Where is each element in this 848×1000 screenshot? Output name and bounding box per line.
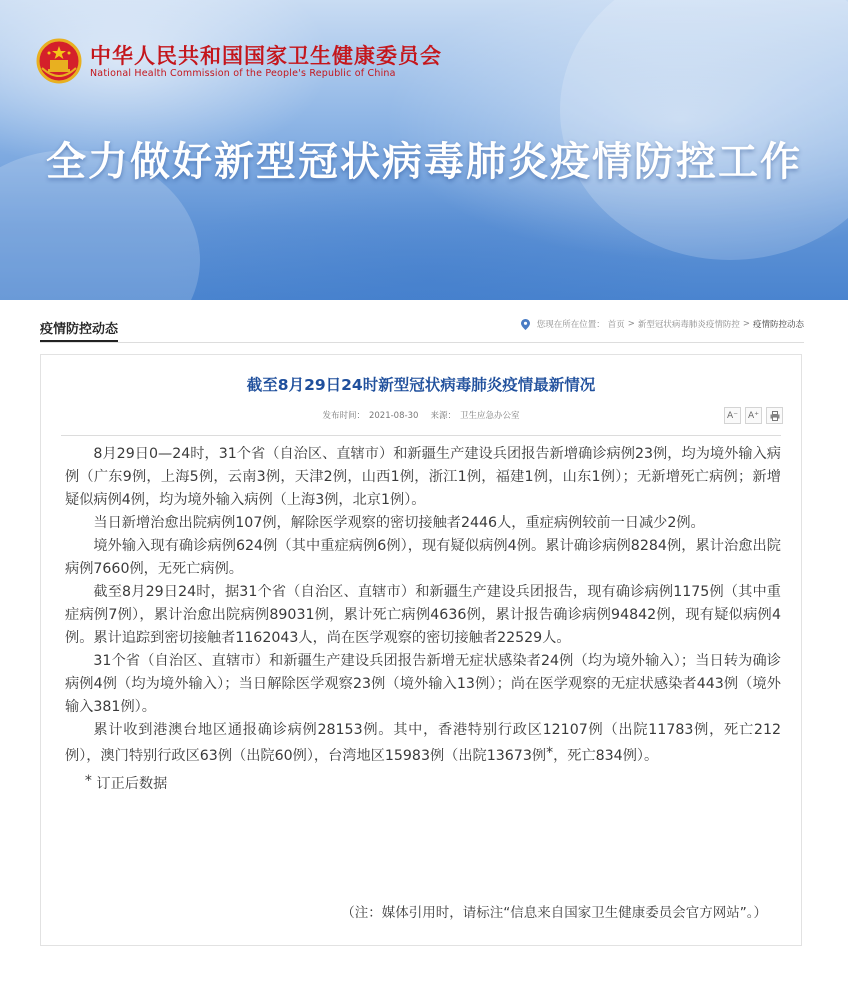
source-value: 卫生应急办公室 xyxy=(460,411,520,421)
title-divider xyxy=(61,435,781,436)
breadcrumb-covid-prevention[interactable]: 新型冠状病毒肺炎疫情防控 xyxy=(637,320,740,330)
font-smaller-button[interactable]: A⁻ xyxy=(724,407,741,424)
paragraph: 截至8月29日24时，据31个省（自治区、直辖市）和新疆生产建设兵团报告，现有确诊病例1175例（其中重症病例7例），累计治愈出院病例89031例，累计死亡病例4636例，累计报告确诊病例94842例，现有疑似病例4例。累计追踪到密切接触者1162043人，尚在医学观察的密切接触者22529人。 xyxy=(65,584,781,646)
article-meta xyxy=(41,409,801,421)
organization-name-english: National Health Commission of the People's Republic of China xyxy=(90,68,396,79)
banner-slogan: 全力做好新型冠状病毒肺炎疫情防控工作 xyxy=(46,139,802,185)
source-label: 来源： xyxy=(430,411,457,421)
paragraph-text: ，死亡834例）。 xyxy=(553,748,659,764)
asterisk-mark: * xyxy=(84,773,92,789)
font-larger-button[interactable]: A⁺ xyxy=(745,407,762,424)
article-body xyxy=(65,443,781,796)
paragraph: 当日新增治愈出院病例107例，解除医学观察的密切接触者2446人，重症病例较前一日减少2例。 xyxy=(93,515,705,531)
section-header xyxy=(40,300,804,343)
paragraph-text: 累计收到港澳台地区通报确诊病例28153例。其中，香港特别行政区12107例（出院11783例，死亡212例），澳门特别行政区63例（出院60例），台湾地区15983例（出院13673例 xyxy=(65,722,781,764)
citation-note: （注：媒体引用时，请标注“信息来自国家卫生健康委员会官方网站”。） xyxy=(341,905,767,921)
breadcrumb-separator: > xyxy=(627,319,635,329)
section-title: 疫情防控动态 xyxy=(40,318,118,342)
publish-label: 发布时间： xyxy=(322,411,365,421)
paragraph xyxy=(65,719,781,768)
header-banner xyxy=(0,0,848,300)
print-button[interactable] xyxy=(766,407,783,424)
paragraph: 8月29日0—24时，31个省（自治区、直辖市）和新疆生产建设兵团报告新增确诊病例23例，均为境外输入病例（广东9例，上海5例，云南3例，天津2例，山西1例，浙江1例，福建1例，山东1例）；无新增死亡病例；新增疑似病例4例，均为境外输入病例（上海3例，北京1例）。 xyxy=(65,446,781,508)
paragraph: 境外输入现有确诊病例624例（其中重症病例6例），现有疑似病例4例。累计确诊病例8284例，累计治愈出院病例7660例，无死亡病例。 xyxy=(65,538,781,577)
breadcrumb-separator: > xyxy=(742,319,750,329)
correction-note xyxy=(65,770,781,796)
paragraph: 31个省（自治区、直辖市）和新疆生产建设兵团报告新增无症状感染者24例（均为境外输入）；当日转为确诊病例4例（均为境外输入）；当日解除医学观察23例（境外输入13例）；尚在医学观察的无症状感染者443例（境外输入381例）。 xyxy=(65,653,781,715)
article-tools xyxy=(724,407,783,424)
article-card xyxy=(40,354,802,946)
organization-name[interactable]: 中华人民共和国国家卫生健康委员会 xyxy=(90,44,442,68)
breadcrumb-home[interactable]: 首页 xyxy=(607,320,625,330)
location-pin-icon xyxy=(521,319,530,330)
breadcrumb-prefix: 您现在所在位置： xyxy=(536,320,605,330)
publish-date: 2021-08-30 xyxy=(368,411,419,421)
breadcrumb xyxy=(521,318,804,330)
article-title: 截至8月29日24时新型冠状病毒肺炎疫情最新情况 xyxy=(246,376,596,394)
breadcrumb-current[interactable]: 疫情防控动态 xyxy=(752,320,804,330)
correction-note-text: 订正后数据 xyxy=(91,776,168,792)
national-emblem-icon[interactable] xyxy=(36,38,82,84)
print-icon xyxy=(770,411,780,421)
asterisk-mark: * xyxy=(546,745,554,761)
